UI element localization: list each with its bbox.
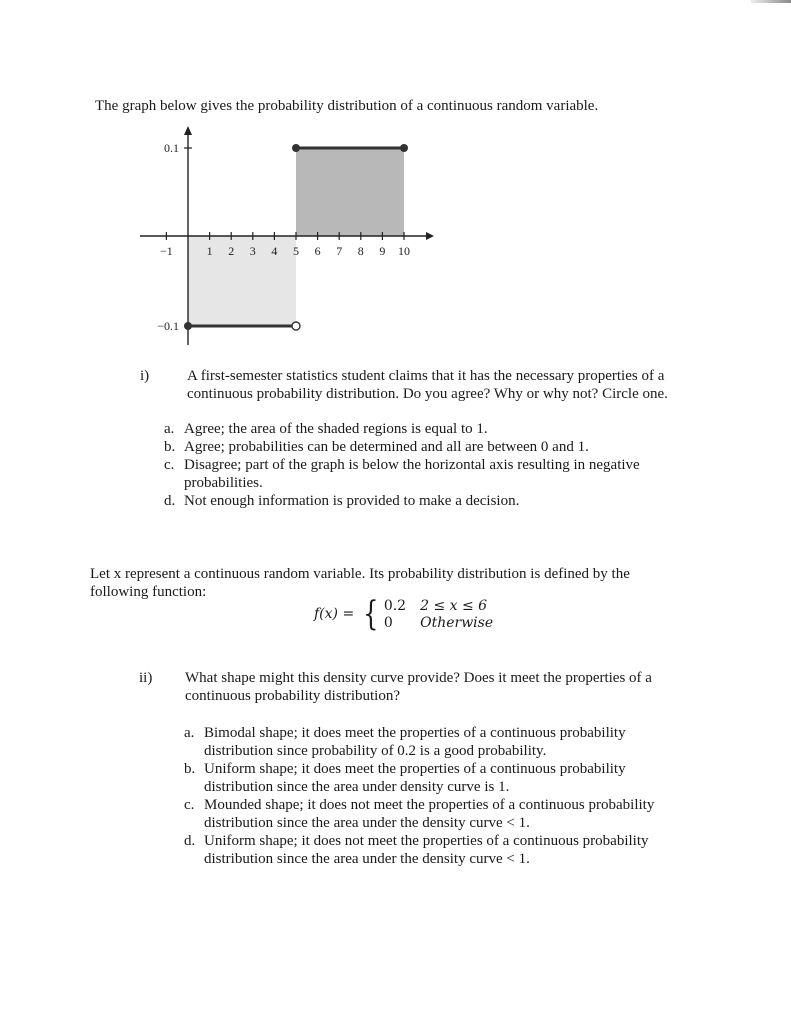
option-text: Uniform shape; it does meet the properties of a continuous probability distribution since the area under density curve is 1.: [204, 761, 626, 795]
x-tick-label: 4: [271, 244, 278, 258]
question-1-text: A first-semester statistics student claims that it has the necessary properties of a continuous probability distribution. Do you agree? Why or why not? Circle one.: [187, 368, 668, 402]
option-text: Agree; the area of the shaded regions is equal to 1.: [184, 421, 488, 437]
option-text: Disagree; part of the graph is below the horizontal axis resulting in negative probabilities.: [184, 457, 640, 491]
option-letter: b.: [164, 439, 176, 455]
option-letter: d.: [184, 833, 196, 849]
option-c[interactable]: [164, 456, 674, 492]
option-text: Mounded shape; it does not meet the properties of a continuous probability distribution since the area under the density curve < 1.: [204, 797, 655, 831]
closed-endpoint-icon: [292, 144, 300, 152]
option-letter: a.: [164, 421, 175, 437]
case-2-condition: Otherwise: [420, 614, 494, 631]
option-a[interactable]: [184, 724, 684, 760]
y-axis-arrow-icon: [184, 126, 192, 135]
option-letter: c.: [184, 797, 195, 813]
question-1-options: [164, 420, 674, 510]
open-endpoint-icon: [292, 322, 300, 330]
x-tick-label: 1: [206, 244, 213, 258]
option-a[interactable]: [164, 420, 674, 438]
option-letter: c.: [164, 457, 175, 473]
option-text: Not enough information is provided to make a decision.: [184, 493, 520, 509]
x-tick-label: 2: [228, 244, 235, 258]
x-tick-label: −1: [160, 244, 173, 258]
case-1-value: 0.2: [383, 597, 407, 614]
x-tick-label: 3: [249, 244, 256, 258]
intro-text: The graph below gives the probability distribution of a continuous random variable.: [95, 98, 599, 114]
x-tick-label: 8: [357, 244, 364, 258]
x-tick-label: 7: [336, 244, 343, 258]
closed-endpoint-icon: [400, 144, 408, 152]
function-definition-paragraph: Let x represent a continuous random variable. Its probability distribution is defined by the following function:: [90, 566, 630, 600]
option-d[interactable]: [184, 832, 684, 868]
option-text: Uniform shape; it does not meet the properties of a continuous probability distribution since the area under the density curve < 1.: [204, 833, 649, 867]
x-tick-label: 9: [379, 244, 386, 258]
y-tick-label: 0.1: [164, 141, 179, 155]
piecewise-function: [314, 594, 494, 634]
option-d[interactable]: [164, 492, 674, 510]
scan-edge-mark: [751, 0, 791, 3]
option-text: Bimodal shape; it does meet the properties of a continuous probability distribution since probability of 0.2 is a good probability.: [204, 725, 626, 759]
positive-shaded-region: [296, 148, 404, 236]
question-2-text: What shape might this density curve provide? Does it meet the properties of a continuous probability distribution?: [185, 670, 652, 704]
closed-endpoint-icon: [184, 322, 192, 330]
option-letter: b.: [184, 761, 196, 777]
x-tick-label: 5: [293, 244, 299, 258]
brace-icon: {: [363, 594, 379, 634]
question-2-options: [184, 724, 684, 868]
case-2-value: 0: [383, 614, 393, 631]
case-1-condition: 2 ≤ x ≤ 6: [420, 597, 488, 614]
option-b[interactable]: [184, 760, 684, 796]
y-tick-label: −0.1: [157, 319, 179, 333]
x-tick-label: 6: [314, 244, 321, 258]
option-b[interactable]: [164, 438, 674, 456]
option-text: Agree; probabilities can be determined and all are between 0 and 1.: [184, 439, 589, 455]
question-1-label: i): [140, 368, 150, 384]
function-lhs: f(x) =: [314, 606, 355, 622]
probability-distribution-graph: [130, 125, 450, 350]
option-c[interactable]: [184, 796, 684, 832]
option-letter: d.: [164, 493, 176, 509]
x-axis-arrow-icon: [426, 232, 434, 240]
question-2-label: ii): [139, 670, 153, 686]
option-letter: a.: [184, 725, 195, 741]
negative-shaded-region: [188, 236, 296, 326]
x-tick-label: 10: [398, 244, 410, 258]
